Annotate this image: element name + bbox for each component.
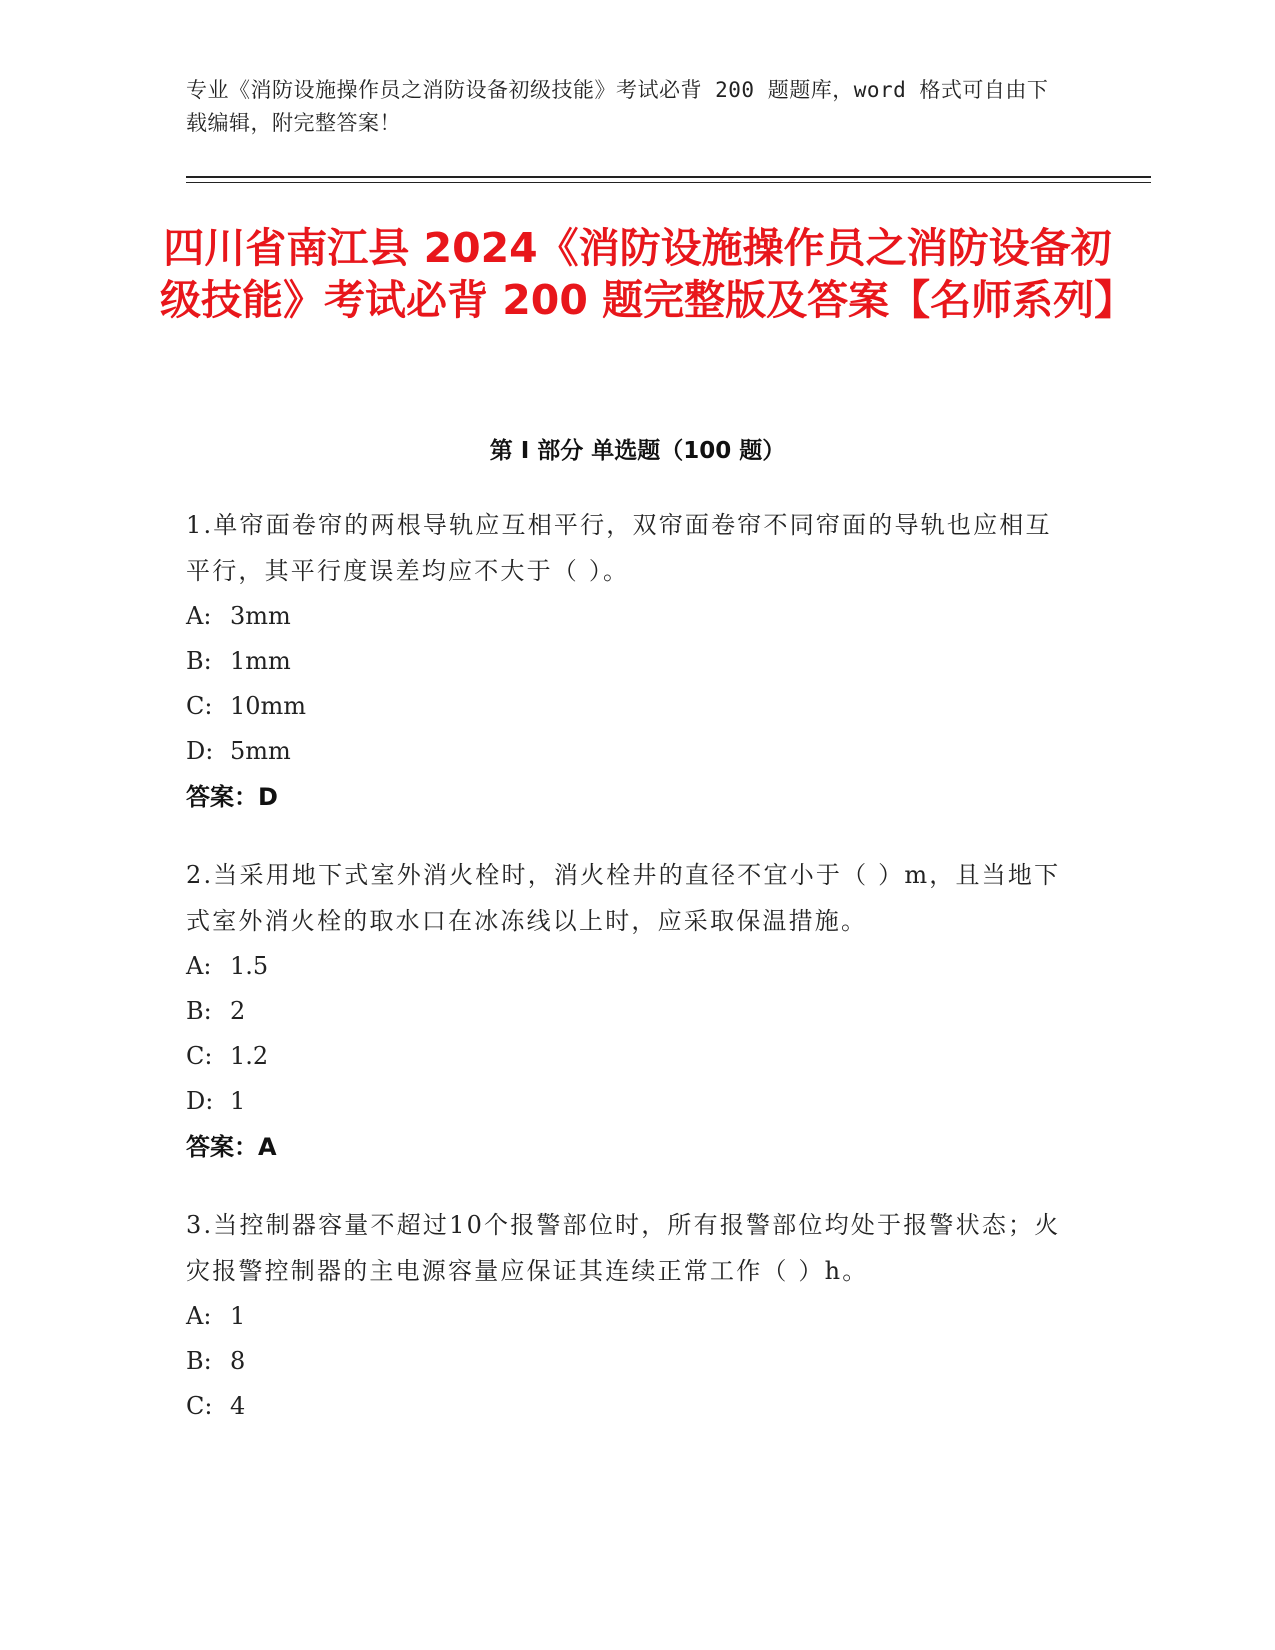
question-3 (186, 1202, 1071, 1429)
question-2 (186, 852, 1071, 1170)
question-1 (186, 502, 1071, 820)
option-text: 2 (230, 997, 246, 1025)
option-letter: A: (186, 1302, 212, 1330)
option-b (186, 1339, 1071, 1384)
option-letter: B: (186, 647, 212, 675)
answer-line: 答案：A (186, 1133, 277, 1161)
option-text: 4 (230, 1392, 246, 1420)
option-c (186, 1384, 1071, 1429)
option-text: 1 (230, 1087, 246, 1115)
option-c (186, 684, 1071, 729)
document-title: 四川省南江县 2024《消防设施操作员之消防设备初级技能》考试必背 200 题完整版及答案【名师系列】 (160, 224, 1136, 324)
header-divider-thin (186, 182, 1151, 183)
option-text: 1mm (230, 647, 291, 675)
option-text: 8 (230, 1347, 246, 1375)
section-heading: 第 I 部分 单选题（100 题） (489, 438, 786, 464)
option-text: 5mm (230, 737, 291, 765)
option-text: 1.2 (230, 1042, 269, 1070)
option-a (186, 944, 1071, 989)
option-d (186, 729, 1071, 774)
option-text: 10mm (230, 692, 307, 720)
question-stem: 2.当采用地下式室外消火栓时，消火栓井的直径不宜小于（ ）m，且当地下式室外消火栓的取水口在冰冻线以上时，应采取保温措施。 (186, 861, 1061, 935)
option-a (186, 594, 1071, 639)
option-text: 1.5 (230, 952, 269, 980)
option-letter: C: (186, 692, 213, 720)
option-letter: A: (186, 952, 212, 980)
question-stem: 3.当控制器容量不超过10个报警部位时，所有报警部位均处于报警状态；火灾报警控制器的主电源容量应保证其连续正常工作（ ）h。 (186, 1211, 1061, 1285)
option-text: 1 (230, 1302, 246, 1330)
option-c (186, 1034, 1071, 1079)
answer-line: 答案：D (186, 783, 278, 811)
option-text: 3mm (230, 602, 291, 630)
option-d (186, 1079, 1071, 1124)
header-note: 专业《消防设施操作员之消防设备初级技能》考试必背 200 题题库，word 格式可自由下载编辑，附完整答案！ (186, 78, 1049, 135)
option-a (186, 1294, 1071, 1339)
option-letter: C: (186, 1042, 213, 1070)
question-stem: 1.单帘面卷帘的两根导轨应互相平行，双帘面卷帘不同帘面的导轨也应相互平行，其平行度误差均应不大于（ ）。 (186, 511, 1052, 585)
option-letter: D: (186, 1087, 214, 1115)
option-b (186, 989, 1071, 1034)
option-letter: B: (186, 1347, 212, 1375)
option-letter: D: (186, 737, 214, 765)
option-letter: C: (186, 1392, 213, 1420)
header-divider-thick (186, 176, 1151, 178)
option-b (186, 639, 1071, 684)
option-letter: A: (186, 602, 212, 630)
option-letter: B: (186, 997, 212, 1025)
